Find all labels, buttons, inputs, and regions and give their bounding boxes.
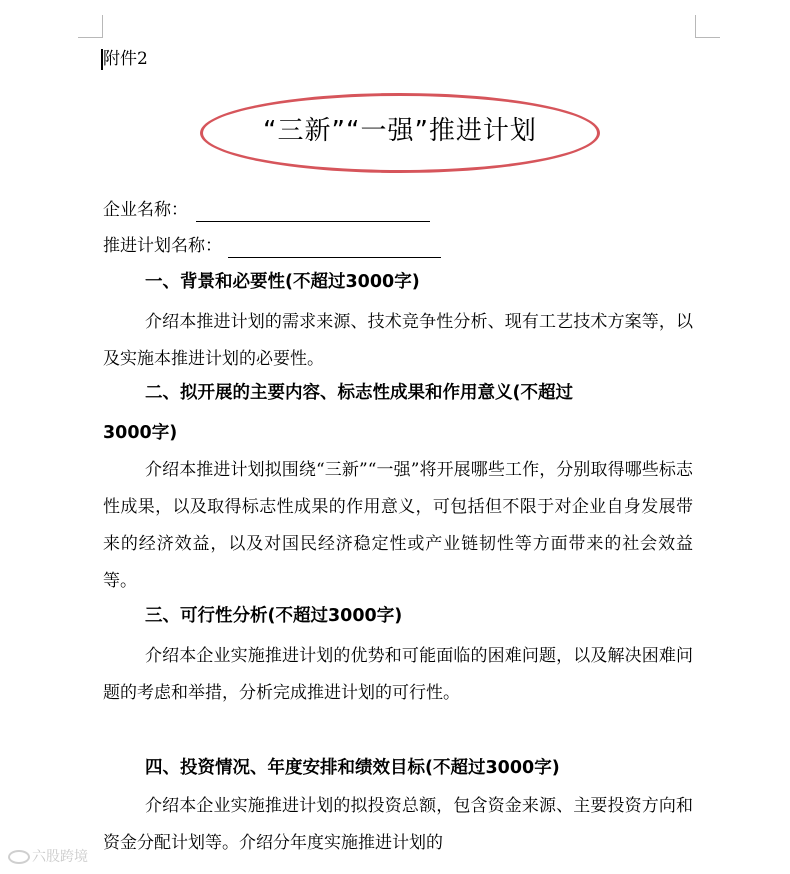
plan-name-field[interactable]: [103, 234, 441, 258]
plan-name-label: 推进计划名称：: [103, 236, 222, 256]
section-body-2[interactable]: 介绍本推进计划拟围绕“三新”“一强”将开展哪些工作，分别取得哪些标志性成果，以及取得标志性成果的作用意义，可包括但不限于对企业自身发展带来的经济效益，以及对国民经济稳定性或产业链韧性等方面带来的社会效益等。: [103, 460, 693, 591]
section-heading-2[interactable]: 二、拟开展的主要内容、标志性成果和作用意义(不超过: [145, 383, 573, 403]
watermark: [8, 846, 88, 866]
company-name-field[interactable]: [103, 198, 430, 222]
section-body-4[interactable]: 介绍本企业实施推进计划的拟投资总额，包含资金来源、主要投资方向和资金分配计划等。介绍分年度实施推进计划的: [103, 796, 693, 853]
document-title[interactable]: “三新”“一强”推进计划: [263, 116, 537, 146]
company-name-label: 企业名称：: [103, 200, 188, 220]
company-name-blank[interactable]: [196, 201, 430, 222]
logo-icon: [8, 850, 30, 864]
section-body-3[interactable]: 介绍本企业实施推进计划的优势和可能面临的困难问题，以及解决困难问题的考虑和举措，分析完成推进计划的可行性。: [103, 646, 693, 703]
page-corner-top-left: [78, 15, 103, 38]
section-heading-1[interactable]: 一、背景和必要性(不超过3000字): [145, 272, 420, 292]
watermark-text: 六股跨境: [32, 849, 88, 865]
section-heading-3[interactable]: 三、可行性分析(不超过3000字): [145, 606, 403, 626]
section-heading-2-continued[interactable]: 3000字): [103, 423, 178, 443]
section-heading-4[interactable]: 四、投资情况、年度安排和绩效目标(不超过3000字): [145, 758, 560, 778]
section-body-1[interactable]: 介绍本推进计划的需求来源、技术竞争性分析、现有工艺技术方案等，以及实施本推进计划的必要性。: [103, 312, 693, 369]
attachment-label[interactable]: 附件2: [103, 49, 148, 69]
plan-name-blank[interactable]: [228, 237, 441, 258]
page-corner-top-right: [695, 15, 720, 38]
